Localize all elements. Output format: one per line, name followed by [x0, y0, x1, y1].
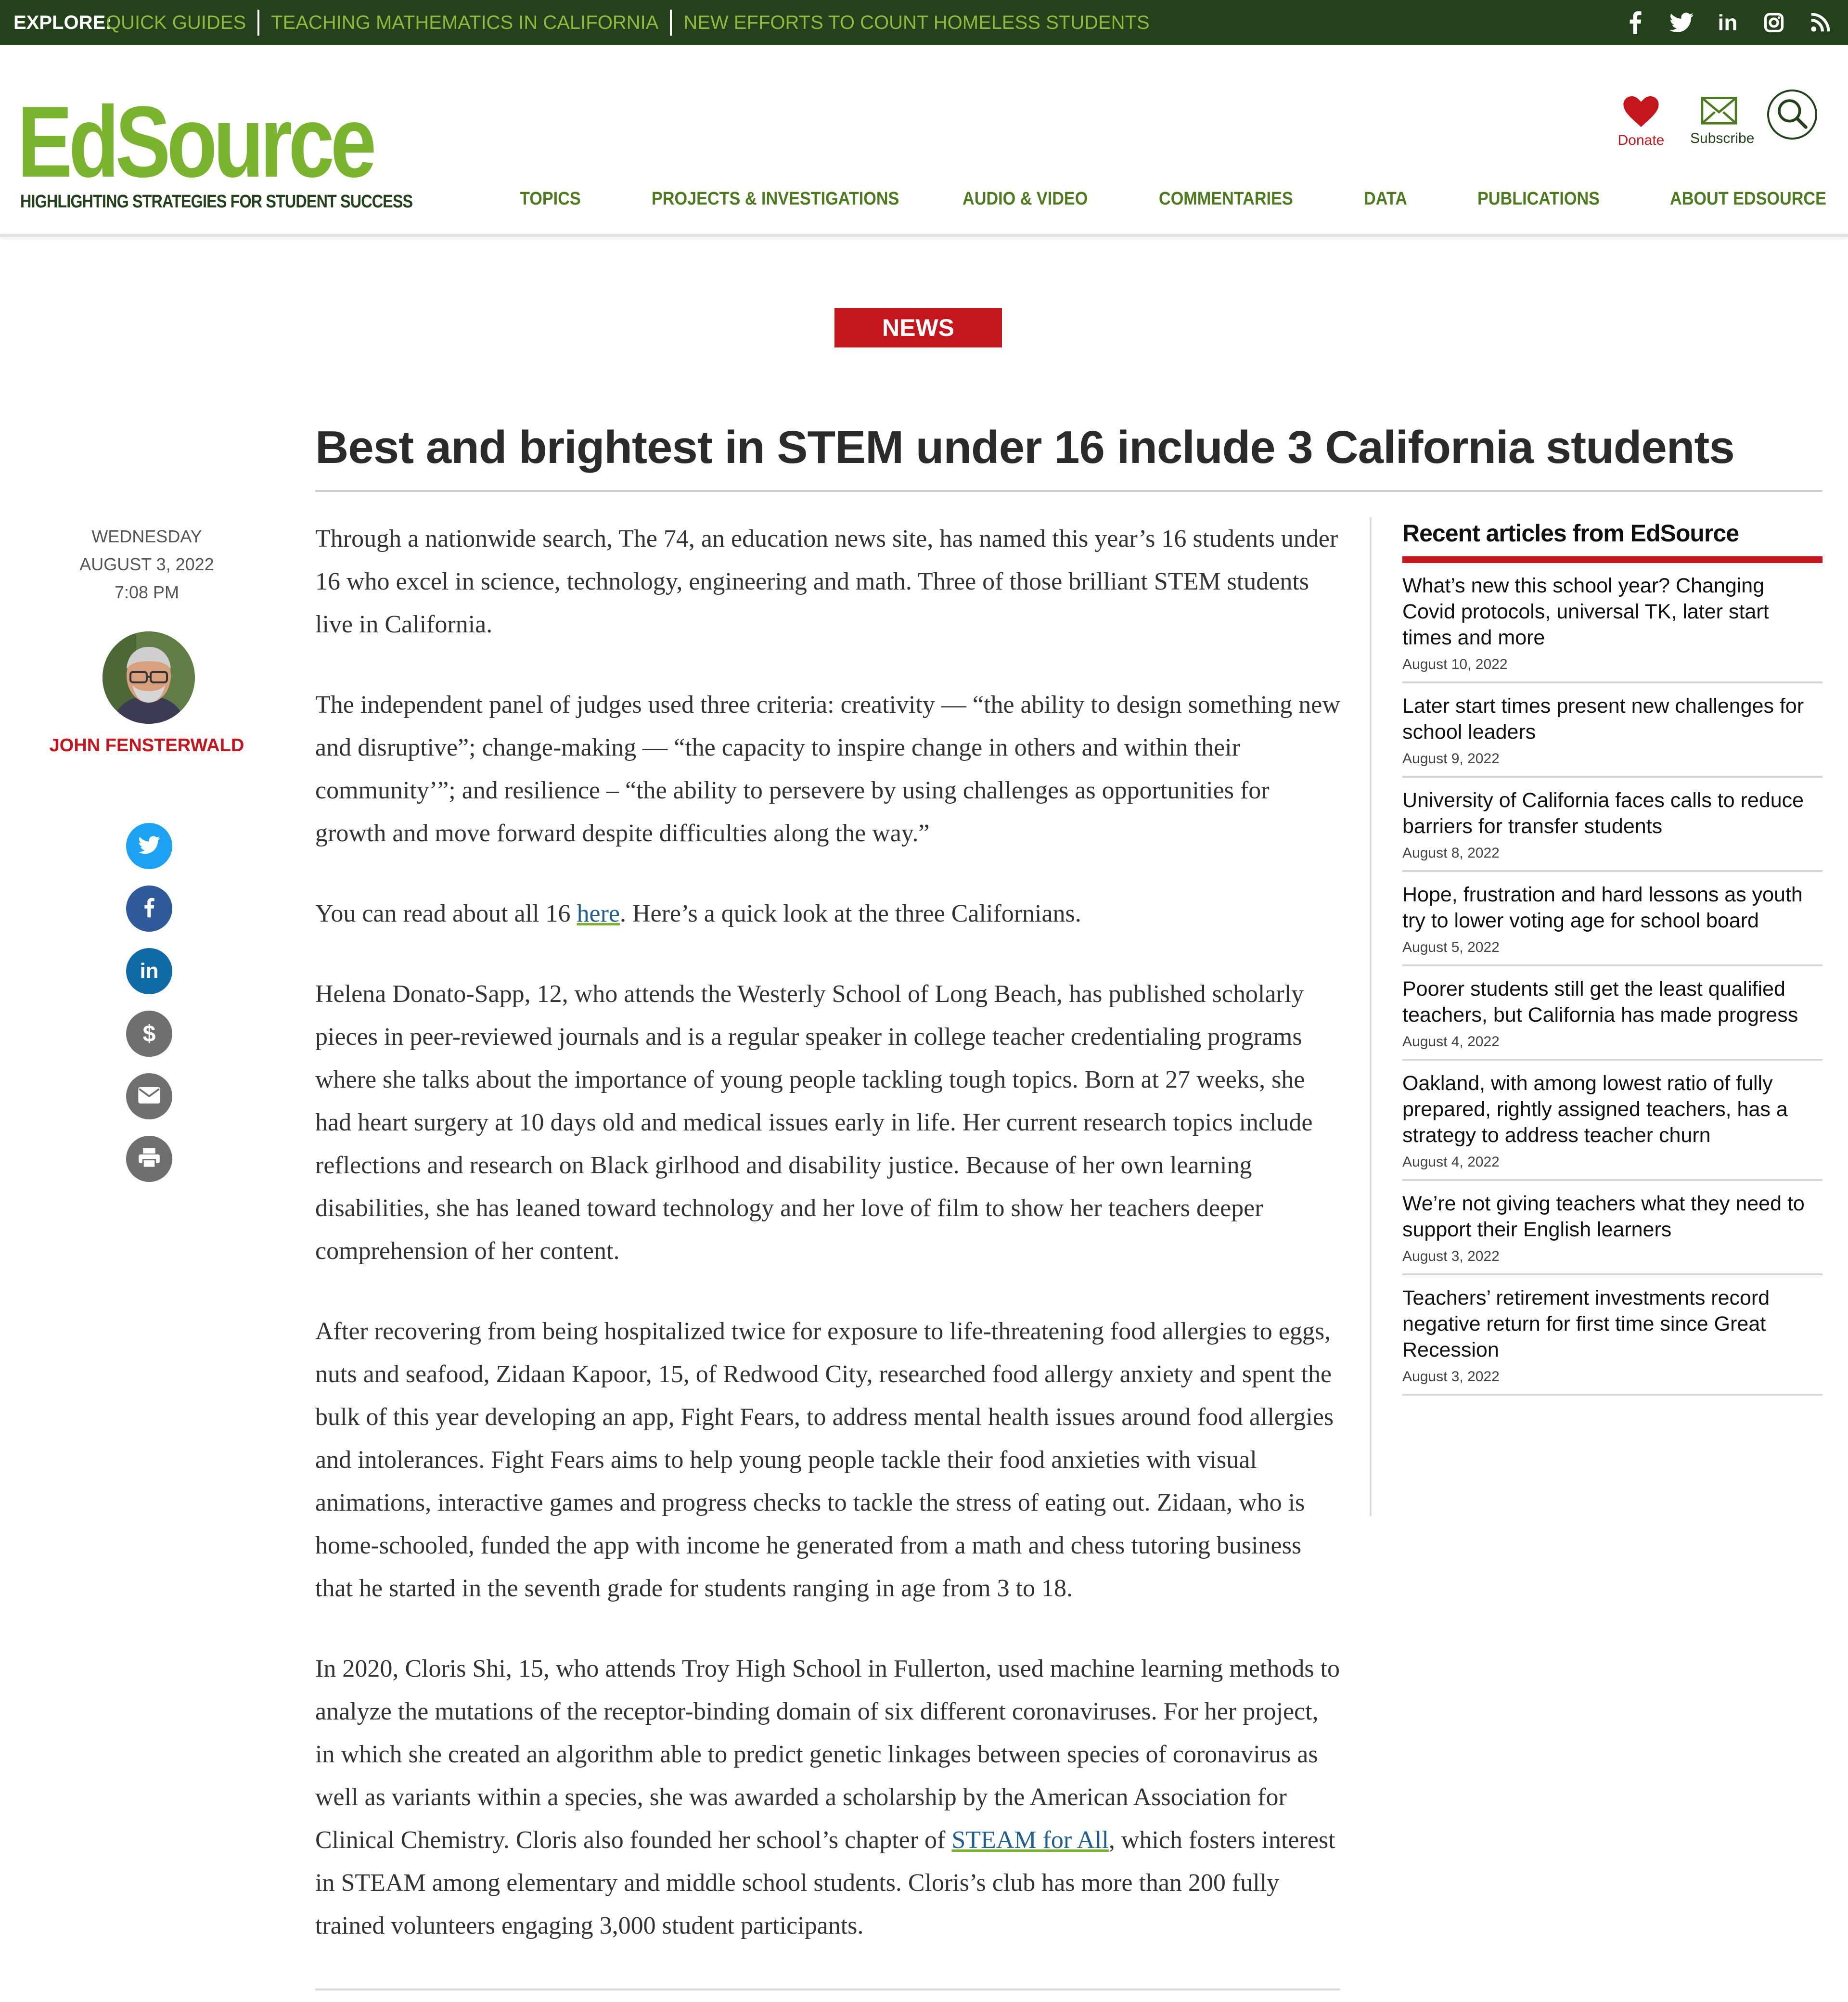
article-paragraph: Through a nationwide search, The 74, an education news site, has named this year’s 16 students under 16 who excel in science, technology, engineering and math. Three of those brilliant STEM students live in California. [315, 525, 1338, 638]
envelope-icon [1701, 119, 1737, 127]
print-button[interactable] [126, 1136, 172, 1182]
recent-articles-sidebar [1402, 515, 1822, 1396]
recent-article-item[interactable] [1402, 1061, 1822, 1181]
link-here[interactable]: here [577, 900, 620, 927]
recent-article-date: August 5, 2022 [1402, 939, 1500, 955]
recent-article-item[interactable] [1402, 966, 1822, 1061]
explore-divider [257, 10, 259, 36]
recent-article-title[interactable]: University of California faces calls to reduce barriers for transfer students [1402, 789, 1804, 838]
edsource-logo[interactable]: EdSource [17, 85, 373, 198]
recent-article-title[interactable]: What’s new this school year? Changing Covid protocols, universal TK, later start times and more [1402, 574, 1769, 649]
recent-article-date: August 8, 2022 [1402, 845, 1500, 861]
nav-topics[interactable]: TOPICS [520, 189, 581, 209]
nav-commentaries[interactable]: COMMENTARIES [1159, 189, 1293, 209]
main-navigation [0, 189, 1848, 218]
facebook-icon [144, 898, 154, 920]
donate-label: Donate [1617, 132, 1665, 148]
explore-label: EXPLORE: [13, 12, 112, 33]
article-body [315, 517, 1343, 1985]
recent-article-title[interactable]: Hope, frustration and hard lessons as youth try to lower voting age for school board [1402, 883, 1803, 932]
article-paragraph [315, 892, 1343, 935]
header-divider [0, 234, 1848, 237]
author-name[interactable]: JOHN FENSTERWALD [49, 735, 244, 756]
nav-publications[interactable]: PUBLICATIONS [1477, 189, 1600, 209]
explore-link-quick-guides[interactable]: QUICK GUIDES [106, 12, 246, 33]
sidebar-title-underline [1402, 556, 1822, 563]
recent-article-item[interactable] [1402, 1181, 1822, 1275]
article-end-divider [315, 1989, 1340, 1990]
donate-button[interactable] [1612, 96, 1670, 149]
twitter-icon[interactable] [1668, 9, 1695, 36]
recent-article-date: August 10, 2022 [1402, 656, 1508, 672]
site-tagline: HIGHLIGHTING STRATEGIES FOR STUDENT SUCCESS [20, 192, 413, 212]
subscribe-label: Subscribe [1690, 130, 1755, 146]
link-steam-for-all[interactable]: STEAM for All [951, 1826, 1109, 1854]
nav-projects-investigations[interactable]: PROJECTS & INVESTIGATIONS [652, 189, 899, 209]
paragraph-text: , which fosters interest in STEAM among elementary and middle school students. Cloris’s club has more than 200 fully trained volunteers engaging 3,000 student participants. [315, 1826, 1335, 1939]
article-headline: Best and brightest in STEM under 16 include 3 California students [315, 422, 1734, 473]
nav-audio-video[interactable]: AUDIO & VIDEO [962, 189, 1088, 209]
publish-day: WEDNESDAY [91, 526, 202, 546]
instagram-icon[interactable] [1760, 9, 1787, 36]
linkedin-icon[interactable]: in [1718, 10, 1738, 35]
explore-links [106, 0, 1150, 45]
share-email-button[interactable] [126, 1073, 172, 1119]
recent-article-item[interactable] [1402, 778, 1822, 872]
headline-divider [315, 490, 1822, 492]
recent-article-title[interactable]: We’re not giving teachers what they need to support their English learners [1402, 1192, 1805, 1241]
recent-article-title[interactable]: Teachers’ retirement investments record negative return for first time since Great Recession [1402, 1286, 1770, 1361]
recent-article-date: August 4, 2022 [1402, 1034, 1500, 1050]
search-icon [1776, 97, 1809, 132]
rss-icon[interactable] [1807, 9, 1834, 36]
article-paragraph: The independent panel of judges used three criteria: creativity — “the ability to design something new and disruptive”; change-making — “the capacity to inspire change in others and within their community’”; and resilience – “the ability to persevere by using challenges as opportunities for growth and move forward despite difficulties along the way.” [315, 691, 1340, 847]
article-paragraph: Helena Donato-Sapp, 12, who attends the Westerly School of Long Beach, has published scholarly pieces in peer-reviewed journals and is a regular speaker in college teacher credentialing programs where she talks about the importance of young people tackling tough topics. Born at 27 weeks, she had heart surgery at 10 days old and medical issues early in life. Her current research topics include reflections and research on Black girlhood and disability justice. Because of her own learning disabilities, she has leaned toward technology and her love of film to show her teachers deeper comprehension of her content. [315, 980, 1313, 1265]
paragraph-text: . Here’s a quick look at the three Californians. [619, 900, 1081, 927]
recent-article-item[interactable] [1402, 683, 1822, 778]
recent-article-title[interactable]: Later start times present new challenges for school leaders [1402, 694, 1804, 744]
top-social-icons [1622, 0, 1834, 45]
paragraph-text: You can read about all 16 [315, 900, 577, 927]
share-twitter-button[interactable] [126, 823, 172, 869]
paragraph-text: In 2020, Cloris Shi, 15, who attends Troy High School in Fullerton, used machine learning methods to analyze the mutations of the receptor-binding domain of six different coronaviruses. For her project, in which she created an algorithm able to predict genetic linkages between species of coronavirus as well as variants within a species, she was awarded a scholarship by the American Association for Clinical Chemistry. Cloris also founded her school’s chapter of [315, 1655, 1340, 1854]
print-icon [139, 1148, 160, 1170]
nav-data[interactable]: DATA [1364, 189, 1407, 209]
recent-article-date: August 4, 2022 [1402, 1154, 1500, 1170]
heart-icon [1623, 121, 1659, 129]
share-linkedin-button[interactable] [126, 948, 172, 994]
recent-article-item[interactable] [1402, 872, 1822, 966]
explore-divider [670, 10, 672, 36]
email-icon [138, 1087, 160, 1106]
recent-article-item[interactable] [1402, 1275, 1822, 1396]
twitter-icon [138, 836, 160, 857]
explore-link-homeless-students[interactable]: NEW EFFORTS TO COUNT HOMELESS STUDENTS [683, 12, 1150, 33]
facebook-icon[interactable] [1622, 9, 1649, 36]
subscribe-button[interactable] [1690, 96, 1755, 147]
search-button[interactable] [1767, 90, 1817, 140]
donate-share-button[interactable] [126, 1011, 172, 1057]
dollar-icon: $ [142, 1021, 156, 1047]
recent-article-date: August 9, 2022 [1402, 751, 1500, 767]
article-paragraph [315, 1647, 1343, 1947]
sidebar-title: Recent articles from EdSource [1402, 520, 1739, 547]
category-badge[interactable]: NEWS UPDATE [834, 308, 1002, 347]
explore-link-teaching-math[interactable]: TEACHING MATHEMATICS IN CALIFORNIA [271, 12, 659, 33]
share-facebook-button[interactable] [126, 886, 172, 932]
recent-article-title[interactable]: Poorer students still get the least qualified teachers, but California has made progress [1402, 977, 1798, 1027]
recent-article-title[interactable]: Oakland, with among lowest ratio of fully prepared, rightly assigned teachers, has a strategy to address teacher churn [1402, 1072, 1788, 1147]
nav-about-edsource[interactable]: ABOUT EDSOURCE [1670, 189, 1826, 209]
publish-date: AUGUST 3, 2022 [79, 554, 214, 574]
linkedin-icon: in [140, 959, 159, 983]
recent-article-item[interactable] [1402, 563, 1822, 683]
article-paragraph: After recovering from being hospitalized twice for exposure to life-threatening food allergies to eggs, nuts and seafood, Zidaan Kapoor, 15, of Redwood City, researched food allergy anxiety and spent the bulk of this year developing an app, Fight Fears, to address mental health issues around food allergies and intolerances. Fight Fears aims to help young people tackle their food anxieties with visual animations, interactive games and progress checks to tackle the stress of eating out. Zidaan, who is home-schooled, funded the app with income he generated from a math and chess tutoring business that he started in the seventh grade for students ranging in age from 3 to 18. [315, 1318, 1334, 1602]
author-avatar[interactable] [103, 631, 195, 724]
publish-time: 7:08 PM [114, 582, 180, 602]
sidebar-divider [1370, 517, 1372, 1516]
recent-article-date: August 3, 2022 [1402, 1369, 1500, 1385]
recent-article-date: August 3, 2022 [1402, 1248, 1500, 1264]
